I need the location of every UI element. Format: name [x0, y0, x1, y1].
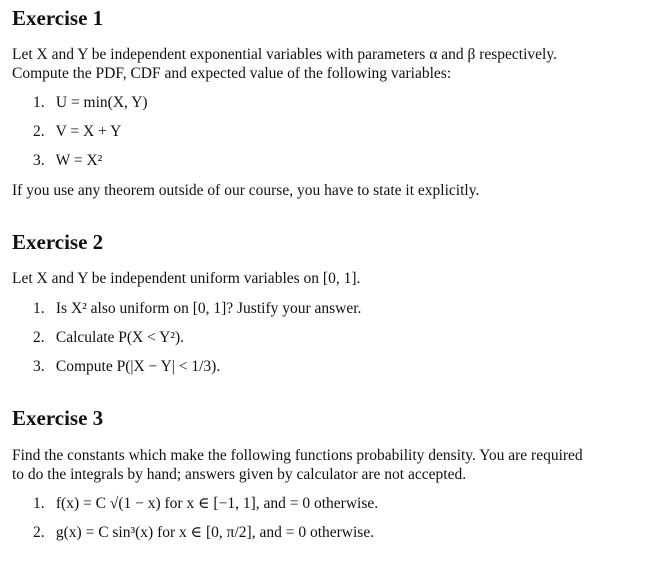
exercise-1-title: Exercise 1: [12, 6, 104, 30]
exercise-3-item-2: [33, 523, 374, 543]
exercise-2-item-3: [33, 357, 220, 377]
item-text: Compute P(|X − Y| < 1/3).: [55, 358, 221, 375]
item-text: U = min(X, Y): [55, 94, 148, 111]
exercise-2-item-2: [33, 328, 184, 348]
exercise-1-note: If you use any theorem outside of our course, you have to state it explicitly.: [12, 182, 480, 199]
item-number: 3.: [33, 358, 45, 375]
item-number: 2.: [33, 524, 45, 541]
item-text: f(x) = C √(1 − x) for x ∈ [−1, 1], and = 0 otherwise.: [55, 495, 379, 512]
exercise-2-item-1: [33, 299, 361, 319]
item-text: Is X² also uniform on [0, 1]? Justify your answer.: [55, 300, 362, 317]
exercise-2-intro: Let X and Y be independent uniform variables on [0, 1].: [12, 270, 361, 287]
item-text: Calculate P(X < Y²).: [55, 329, 185, 346]
item-number: 2.: [33, 329, 45, 346]
item-number: 1.: [33, 300, 45, 317]
item-text: V = X + Y: [55, 123, 122, 140]
exercise-1-item-3: [33, 151, 102, 171]
exercise-3-title: Exercise 3: [12, 406, 104, 430]
exercise-1-item-1: [33, 93, 148, 113]
item-number: 1.: [33, 94, 45, 111]
exercise-2-title: Exercise 2: [12, 230, 104, 254]
item-number: 2.: [33, 123, 45, 140]
exercise-3-intro-line-1: Find the constants which make the following functions probability density. You are required: [12, 447, 583, 464]
item-number: 1.: [33, 495, 45, 512]
exercise-3-item-1: [33, 494, 378, 514]
exercise-1-intro-line-2: Compute the PDF, CDF and expected value of the following variables:: [12, 65, 452, 82]
item-text: g(x) = C sin³(x) for x ∈ [0, π/2], and = 0 otherwise.: [55, 524, 375, 541]
exercise-1-item-2: [33, 122, 121, 142]
exercise-3-intro-line-2: to do the integrals by hand; answers given by calculator are not accepted.: [12, 466, 467, 483]
exercise-1-intro-line-1: Let X and Y be independent exponential variables with parameters α and β respectively.: [12, 46, 557, 63]
item-number: 3.: [33, 152, 45, 169]
item-text: W = X²: [55, 152, 103, 169]
